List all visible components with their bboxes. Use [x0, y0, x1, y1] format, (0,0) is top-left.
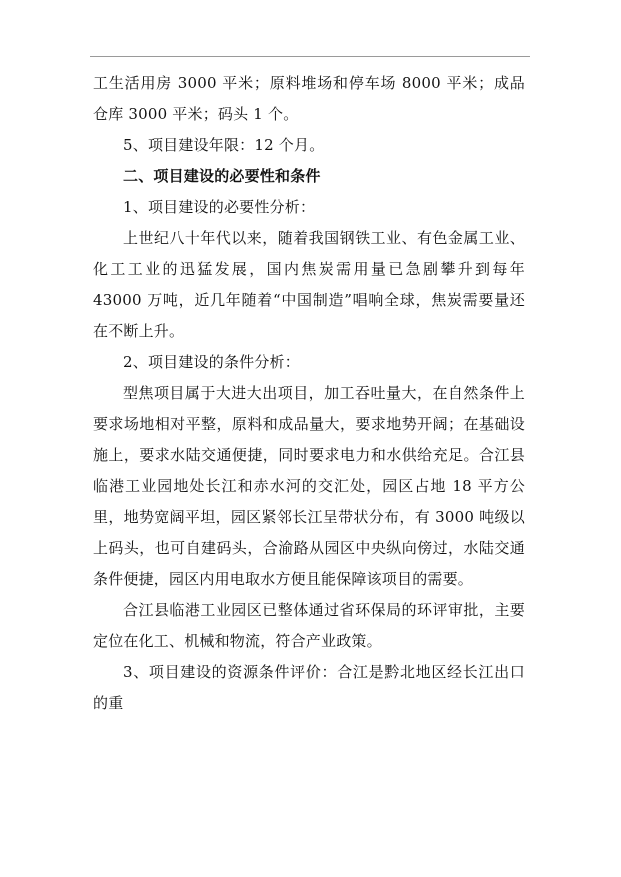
paragraph-conditions-body: 型焦项目属于大进大出项目，加工吞吐量大，在自然条件上要求场地相对平整，原料和成品量大，要求地势开阔；在基础设施上，要求水陆交通便捷，同时要求电力和水供给充足。合江县临港工业园地处长江和赤水河的交汇处，园区占地 18 平方公里，地势宽阔平坦，园区紧邻长江呈带状分布，有 3000 吨级以上码头，也可自建码头，合渝路从园区中央纵向傍过，水陆交通条件便捷，园区内用电取水方便且能保障该项目的需要。 — [93, 384, 525, 588]
paragraph-environmental-approval: 合江县临港工业园区已整体通过省环保局的环评审批，主要定位在化工、机械和物流，符合产业政策。 — [93, 601, 525, 650]
subheading-necessity-analysis: 1、项目建设的必要性分析： — [123, 198, 316, 216]
header-rule — [90, 56, 530, 57]
paragraph-resource-evaluation: 3、项目建设的资源条件评价：合江是黔北地区经长江出口的重 — [93, 663, 525, 712]
paragraph-construction-period: 5、项目建设年限：12 个月。 — [123, 136, 325, 154]
section-heading-necessity-conditions: 二、项目建设的必要性和条件 — [123, 167, 321, 185]
document-body — [93, 68, 525, 719]
paragraph-necessity-body: 上世纪八十年代以来，随着我国钢铁工业、有色金属工业、化工工业的迅猛发展，国内焦炭需用量已急剧攀升到每年 43000 万吨，近几年随着“中国制造”唱响全球，焦炭需要量还在不断上升。 — [93, 229, 525, 340]
paragraph-facilities-continued: 工生活用房 3000 平米；原料堆场和停车场 8000 平米；成品仓库 3000 平米；码头 1 个。 — [93, 74, 525, 123]
subheading-conditions-analysis: 2、项目建设的条件分析： — [123, 353, 300, 371]
